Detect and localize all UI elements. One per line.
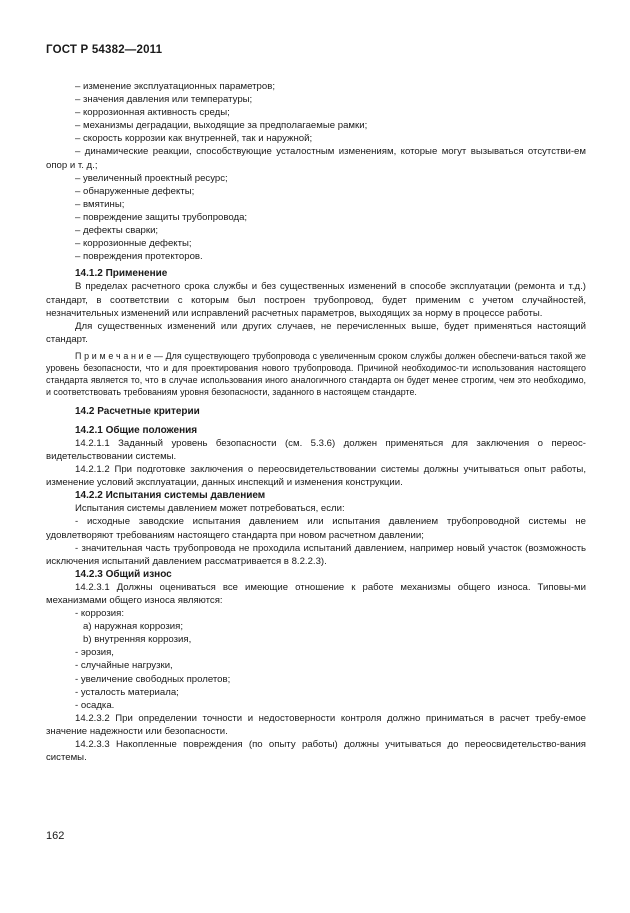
- list-item-long: – динамические реакции, способствующие усталостным изменениям, которые могут вызываться отсутстви-ем опор и т. д.;: [46, 146, 586, 171]
- paragraph: - значительная часть трубопровода не проходила испытаний давлением, например новый участок (возможность исключения испытаний давлением рассматривается в 8.2.2.3).: [46, 542, 586, 567]
- section-heading-14-2-1: 14.2.1 Общие положения: [75, 424, 198, 436]
- list-item: - увеличение свободных пролетов;: [75, 673, 231, 685]
- list-item: - случайные нагрузки,: [75, 660, 173, 672]
- list-item: – изменение эксплуатационных параметров;: [75, 81, 275, 92]
- list-item: - усталость материала;: [75, 686, 179, 698]
- list-item: – значения давления или температуры;: [75, 94, 253, 106]
- list-item: – дефекты сварки;: [75, 225, 159, 237]
- list-item: - осадка.: [75, 699, 115, 711]
- paragraph: Испытания системы давлением может потребоваться, если:: [75, 503, 345, 515]
- document-header: ГОСТ Р 54382—2011: [46, 44, 163, 56]
- list-item: - эрозия,: [75, 647, 114, 659]
- paragraph: 14.2.3.3 Накопленные повреждения (по опыту работы) должны учитываться до переосвидетельство-вания системы.: [46, 739, 586, 764]
- list-item: – коррозионные дефекты;: [75, 238, 192, 250]
- list-item: – скорость коррозии как внутренней, так и наружной;: [75, 133, 313, 145]
- list-item: – обнаруженные дефекты;: [75, 185, 195, 197]
- list-item: - коррозия:: [75, 608, 125, 620]
- paragraph: - исходные заводские испытания давлением или испытания давлением трубопроводной системы не удовлетворяют требованиям настоящего стандарта при новом расчетном давлении;: [46, 516, 586, 541]
- paragraph: В пределах расчетного срока службы и без существенных изменений в способе эксплуатации (ремонта и т.д.) стандарт, в соответствии с которым был построен трубопровод, будет применим с учетом случайностей, незначительных изменений или исправлений расчетных параметров, выходящих за норму в процессе работы.: [46, 281, 586, 319]
- list-item: – повреждения протекторов.: [75, 251, 203, 263]
- paragraph: 14.2.1.1 Заданный уровень безопасности (см. 5.3.6) должен применяться для заключения о переос-видетельствовании системы.: [46, 437, 586, 462]
- list-subitem: b) внутренняя коррозия,: [83, 634, 192, 646]
- list-item: – механизмы деградации, выходящие за предполагаемые рамки;: [75, 120, 368, 132]
- section-heading-14-1-2: 14.1.2 Применение: [75, 268, 168, 280]
- list-item: – повреждение защиты трубопровода;: [75, 211, 248, 223]
- paragraph: 14.2.1.2 При подготовке заключения о переосвидетельствовании системы должны учитываться опыт работы, изменение условий эксплуатации, данных инспекций и изменения конструкции.: [46, 464, 586, 489]
- section-heading-14-2-3: 14.2.3 Общий износ: [75, 568, 172, 580]
- document-body: [46, 80, 586, 764]
- paragraph: 14.2.3.1 Должны оцениваться все имеющие отношение к работе механизмы общего износа. Типовы-ми механизмами общего износа являются:: [46, 581, 586, 606]
- page-number: 162: [46, 830, 65, 842]
- list-subitem: а) наружная коррозия;: [83, 621, 184, 633]
- section-heading-14-2-2: 14.2.2 Испытания системы давлением: [75, 490, 266, 502]
- note-paragraph: П р и м е ч а н и е — Для существующего трубопровода с увеличенным сроком службы должен обеспечи-ваться такой же уровень безопасности, что и для проектирования нового трубопровода. Причиной необходимос-ти использования настоящего стандарта является то, что в случае использования иного аналогичного стандарта он будет менее строгим, чем это необходимо, и соответствовать требованиям уровня безопасности, заданного в настоящем стандарте.: [46, 350, 586, 398]
- list-item: – коррозионная активность среды;: [75, 107, 230, 119]
- list-item: – увеличенный проектный ресурс;: [75, 172, 228, 184]
- list-item: – вмятины;: [75, 198, 125, 210]
- paragraph: 14.2.3.2 При определении точности и недостоверности контроля должно приниматься в расчет требу-емое значение надежности или безопасности.: [46, 712, 586, 737]
- section-heading-14-2: 14.2 Расчетные критерии: [75, 405, 200, 417]
- paragraph: Для существенных изменений или других случаев, не перечисленных выше, будет применяться настоящий стандарт.: [46, 320, 586, 345]
